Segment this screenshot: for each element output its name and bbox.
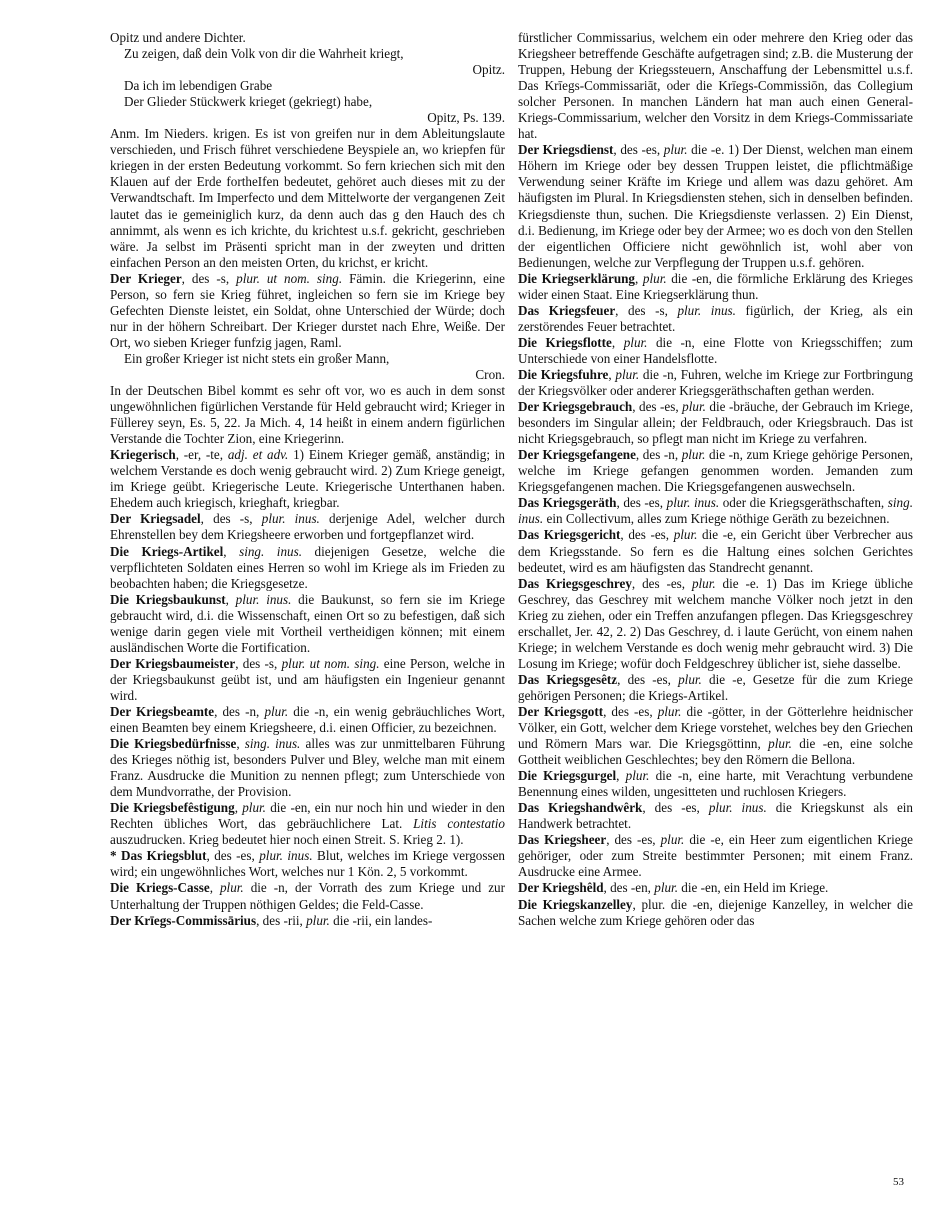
entry-grammar: , des -s, (615, 302, 678, 318)
entry-grammar: , des -s, (200, 511, 262, 527)
entry-definition: derjenige Adel, welcher durch Ehrenstellen bey dem Kriegsheere erworben und fortgepflanzet wird. (110, 511, 505, 543)
entry-grammar-italic: plur. inus. (708, 800, 767, 816)
entry-grammar: , (209, 880, 220, 896)
entry-grammar-italic: plur. (642, 270, 667, 286)
dictionary-entry (518, 447, 913, 495)
entry-grammar-italic: plur. (681, 447, 706, 463)
dictionary-entry (518, 367, 913, 399)
entry-grammar: , des -es, (206, 848, 260, 864)
entry-definition: die -en, ein nur noch hin und wieder in den Rechten übliches Wort, das gebräuchlichere Lat. (110, 800, 506, 832)
entry-grammar: , des -es, (632, 399, 683, 415)
dictionary-entry (110, 848, 505, 880)
entry-definition: eine Person, welche in der Kriegsbaukunst geübt ist, und am häufigsten ein Ingenieur genannt wird. (110, 655, 505, 703)
dictionary-entry (110, 704, 505, 736)
entry-headword: Die Kriegsbefêstigung (110, 800, 235, 816)
entry-headword: Das Kriegsfeuer (518, 302, 616, 318)
dictionary-entry (110, 800, 505, 848)
entry-grammar-italic: plur. (219, 880, 244, 896)
entry-grammar: , des -s, (181, 270, 237, 286)
entry-grammar: , des -es, (642, 800, 709, 816)
entry-grammar: , -er, -te, (175, 447, 228, 463)
entry-grammar: , des -es, (616, 495, 667, 511)
entry-grammar: , des -en, (603, 880, 655, 896)
entry-headword: Kriegerisch (110, 447, 176, 463)
entry-definition: die -e, ein Gericht über Verbrecher aus dem Kriegsstande. So fern es die Haltung eines solchen Gerichtes bedeutet, wird es am häufigsten das Standrecht genannt. (518, 527, 913, 575)
entry-headword: Das Kriegshandwêrk (518, 800, 643, 816)
dictionary-entry (518, 768, 913, 800)
dictionary-entry (110, 447, 505, 511)
entry-grammar: , des -es, (631, 575, 692, 591)
entry-definition: die Baukunst, so fern sie im Kriege gebraucht wird, d.i. die Wissenschaft, einen Ort so zu befestigen, daß sich wenige darin gegen viele mit Vortheil vertheidigen können; mit einem ausländischen Worte die Fortification. (110, 591, 505, 655)
entry-definition: die -n, der Vorrath des zum Kriege und zur Unterhaltung der Truppen nöthigen Geldes; die Feld-Casse. (110, 880, 505, 912)
dictionary-entry (110, 880, 505, 912)
entry-headword: Der Kriegsdienst (518, 142, 614, 158)
paragraph: Opitz und andere Dichter. (110, 30, 246, 45)
page-number: 53 (893, 1176, 904, 1188)
entry-definition: die -n, eine Flotte von Kriegsschiffen; zum Unterschiede von einer Handelsflotte. (518, 334, 914, 366)
entry-definition: die -e. 1) Das im Kriege übliche Geschrey, das Geschrey mit welchem manche Völker noch jetzt in den Krieg zu ziehen, oder ein Treffen anzufangen pflegen. Das Kriegsgeschrey erschallet, Jer. 42, 2. 2) Das Geschrey, d. i laute Gerücht, von einem nahen Kriege; in welchem Verstande es doch wenig mehr gebraucht wird. 3) Die Losung im Kriege; wofür doch Feldgeschrey üblicher ist, siehe dasselbe. (518, 575, 914, 671)
entry-grammar: , (616, 768, 626, 784)
entry-definition: Fämin. die Kriegerinn, eine Person, so fern sie Krieg führet, ingleichen so fern sie im Kriege bey Gefechten Dienste leistet, ein Soldat, ohne Unterschied der Würde; doch nur in der höhern Schreibart. Der Krieger durstet nach Ehre, Weiße. Der Ort, wo sieben Krieger funfzig jagen, Raml. (110, 270, 505, 350)
paragraph: Anm. Im Nieders. krigen. Es ist von greifen nur in dem Ableitungslaute verschieden, und Frisch führet verschiedene Beyspiele an, wo kriepfen für kriegen in der ersten Bedeutung vorkommt. So fern kriechen sich mit den Klauen auf der Erde fortheIfen bedeutet, gehöret auch dieses mit zu der Verwandtschaft. Im Imperfecto und dem Mittelworte der vergangenen Zeit lautet das ie gemeiniglich kurz, da denn auch das g den Hauch des ch annimmt, als wenn es ich krichte, du krichtest u.s.f. gekricht, geschrieben wäre. Ja selbst im Präsenti spricht man in der zweyten und dritten einfachen Person an den meisten Orten, du krichst, er kricht. (110, 126, 505, 270)
entry-headword: Der Kriegsgebrauch (518, 399, 633, 415)
entry-grammar-italic: plur. inus. (677, 302, 736, 318)
entry-headword: Der Kriegsadel (110, 511, 201, 527)
entry-grammar-italic: plur. (678, 671, 702, 687)
entry-definition: oder die Kriegsgeräthschaften, (719, 495, 888, 511)
entry-headword: Der Krīegs-Commissārius (110, 912, 257, 928)
dictionary-entry (518, 800, 913, 832)
verse-source: Cron. (475, 366, 505, 382)
entry-grammar: , (234, 800, 243, 816)
entry-headword: Der Kriegsbaumeister (110, 655, 236, 671)
entry-grammar-italic: plur. (654, 880, 678, 896)
entry-headword: Die Kriegserklärung (518, 270, 636, 286)
entry-grammar: , (236, 736, 245, 752)
left-column (110, 30, 505, 929)
entry-grammar-italic: sing. inus. (244, 736, 301, 752)
entry-headword: Das Kriegsgeräth (518, 495, 617, 511)
entry-headword: Die Kriegs-Artikel (110, 543, 224, 559)
entry-grammar: , des -es, (603, 703, 658, 719)
entry-grammar-italic: plur. ut nom. sing. (236, 270, 343, 286)
dictionary-entry (518, 704, 913, 768)
entry-headword: Der Kriegsbeamte (110, 703, 215, 719)
entry-grammar: , plur. die -en, diejenige Kanzelley, in welcher die Sachen welche zum Kriege gehören oder das (518, 896, 913, 928)
dictionary-entry (518, 672, 913, 704)
entry-grammar: , des -es, (606, 832, 661, 848)
entry-italic: sing. inus. (518, 495, 913, 527)
entry-grammar-italic: plur. (623, 334, 648, 350)
entry-headword: Der Kriegsgott (518, 703, 604, 719)
entry-grammar: , (608, 366, 616, 382)
dictionary-entry (518, 897, 913, 929)
entry-grammar-italic: plur. (242, 800, 266, 816)
entry-headword: Die Kriegsfuhre (518, 366, 609, 382)
entry-definition: die Kriegskunst als ein Handwerk betrachtet. (518, 800, 913, 832)
dictionary-entry (518, 495, 913, 527)
entry-grammar-italic: plur. (663, 142, 688, 158)
entry-grammar: , des -es, (620, 527, 674, 543)
entry-grammar: , des -es, (617, 671, 679, 687)
entry-grammar-italic: sing. inus. (239, 543, 302, 559)
dictionary-entry (518, 303, 913, 335)
verse-line: Da ich im lebendigen Grabe (124, 78, 273, 94)
dictionary-entry (110, 913, 505, 929)
entry-headword: Die Kriegsbaukunst (110, 591, 226, 607)
entry-grammar-italic: plur. (682, 399, 706, 415)
entry-headword: Die Kriegsbedürfnisse (110, 736, 237, 752)
entry-grammar: , des -es, (613, 142, 664, 158)
entry-headword: Das Kriegsgeschrey (518, 575, 632, 591)
entry-definition: die -en, die förmliche Erklärung des Krieges wider einen Staat. Eine Kriegserklärung thun. (518, 270, 913, 302)
paragraph: In der Deutschen Bibel kommt es sehr oft vor, wo es auch in dem sonst ungewöhnlichen figürlichen Verstande für Held gebraucht wird; Krieger in Füllerey seyn, Es. 5, 22. Ja Mich. 4, 14 heißt in einem andern figürlichen Verstande die Tochter Zion, eine Kriegerinn. (110, 383, 505, 447)
entry-grammar: , des -rii, (256, 912, 307, 928)
verse-line: Ein großer Krieger ist nicht stets ein großer Mann, (124, 350, 390, 366)
entry-definition: die -n, ein wenig gebräuchliches Wort, einen Beamten bey einem Kriegsheere, d.i. einen Officier, zu bezeichnen. (110, 703, 506, 736)
dictionary-entry (110, 592, 505, 656)
entry-headword: Die Kriegskanzelley (518, 896, 633, 912)
entry-grammar-italic: plur. (264, 703, 289, 719)
entry-definition: alles was zur unmittelbaren Führung des Krieges nöthig ist, besonders Pulver und Bley, welche man mit einem Franz. Ausdrucke die Munition zu nennen pflegt; zum Unterschiede von dem Mundvorrathe, der Provision. (110, 736, 505, 800)
dictionary-entry (518, 880, 913, 896)
dictionary-entry (518, 576, 913, 672)
entry-grammar-italic: plur. (625, 768, 650, 784)
dictionary-entry (518, 271, 913, 303)
entry-headword: Die Kriegs-Casse (110, 880, 210, 896)
entry-grammar-italic: plur. (615, 366, 640, 382)
entry-grammar-italic: plur. inus. (259, 848, 313, 864)
entry-headword: Das Kriegsgericht (518, 527, 621, 543)
entry-definition: die -n, eine harte, mit Verachtung verbundene Benennung eines wilden, ungesitteten und ruchlosen Kriegers. (518, 768, 913, 800)
entry-grammar-italic: plur. (673, 527, 698, 543)
entry-definition: die -en, eine solche Gottheit weiblichen Geschlechtes; bey den Römern die Bellona. (518, 736, 914, 768)
entry-headword: Der Kriegshêld (518, 880, 604, 896)
entry-definition: die -e. 1) Der Dienst, welchen man einem Höhern im Kriege oder bey dessen Truppen leistet, die pflichtmäßige Verwendung seiner Kräfte im Kriege und allem was dazu gehöret. Am häufigsten im Plural. In Kriegsdiensten stehen, sich in denselben befinden. Kriegsdienste thun, suchen. Die Kriegsdienste verlassen. 2) Ein Dienst, d.i. Bedienung, im Kriege oder bey der Armee; wo es doch von den Stellen der eigentlichen Officiere nicht gewöhnlich ist, wohl aber von Bedienungen, welche zur Verpflegung der Truppen u.s.f. gehören. (518, 142, 914, 270)
entry-grammar-italic: plur. (306, 912, 330, 928)
entry-italic: plur. (768, 736, 792, 752)
entry-grammar: , (223, 543, 240, 559)
entry-headword: Der Kriegsgefangene (518, 447, 636, 463)
entry-definition: ein Collectivum, alles zum Kriege nöthige Geräth zu bezeichnen. (543, 511, 890, 527)
dictionary-entry (110, 544, 505, 592)
entry-grammar: , (225, 591, 236, 607)
entry-headword: Der Krieger (110, 270, 182, 286)
entry-definition: die -e, ein Heer zum eigentlichen Kriege gehöriger, oder zum Streite bestimmter Personen; mit einem Franz. Ausdrucke eine Armee. (518, 832, 913, 880)
dictionary-entry (110, 271, 505, 351)
verse-source: Opitz. (472, 62, 505, 78)
entry-grammar: , (635, 270, 643, 286)
dictionary-entry (110, 736, 505, 800)
entry-grammar-italic: plur. inus. (666, 495, 720, 511)
dictionary-entry (518, 335, 913, 367)
entry-definition: die -en, ein Held im Kriege. (678, 880, 829, 896)
entry-grammar-italic: plur. inus. (261, 511, 320, 527)
entry-headword: Die Kriegsflotte (518, 334, 612, 350)
entry-headword: * Das Kriegsblut (110, 848, 207, 864)
entry-definition: die -rii, ein landes- (329, 912, 433, 928)
dictionary-entry (110, 656, 505, 704)
entry-definition: die -götter, in der Götterlehre heidnischer Völker, ein Gott, welcher dem Kriege vorstehet, welches bey den Griechen und Römern Mars war. Die Kriegsgöttinn, (518, 703, 914, 752)
entry-grammar-italic: adj. et adv. (227, 447, 289, 463)
entry-grammar: , des -s, (235, 655, 282, 671)
entry-italic: Litis contestatio (413, 816, 506, 832)
dictionary-entry (518, 527, 913, 575)
entry-definition: 1) Einem Krieger gemäß, anständig; in welchem Verstande es doch wenig gebraucht wird. 2) Zum Kriege geneigt, im Kriege geübt. Kriegerische Leute. Kriegerische Unterthanen haben. Ehedem auch kriegisch, krieghaft, kriegbar. (110, 447, 505, 511)
entry-definition: die -n, zum Kriege gehörige Personen, welche im Kriege gefangen genommen worden. Jemanden zum Kriegsgefangenen machen. Die Kriegsgefangenen auswechseln. (518, 447, 914, 495)
entry-grammar-italic: plur. (691, 575, 716, 591)
entry-headword: Die Kriegsgurgel (518, 768, 617, 784)
entry-definition: Blut, welches im Kriege vergossen wird; ein ungewöhnliches Wort, welches nur 1 Kön. 2, 5 vorkommt. (110, 848, 505, 880)
verse-source: Opitz, Ps. 139. (427, 110, 505, 126)
entry-grammar: , (611, 334, 624, 350)
entry-grammar-italic: plur. (660, 832, 685, 848)
entry-grammar-italic: plur. ut nom. sing. (281, 655, 380, 671)
entry-grammar-italic: plur. inus. (235, 591, 292, 607)
entry-grammar-italic: plur. (657, 703, 682, 719)
entry-definition: diejenigen Gesetze, welche die verpflichteten Soldaten eines Herren so wohl im Kriege als im Frieden zu beobachten haben; die Kriegsgesetze. (110, 543, 505, 591)
entry-grammar: , des -n, (635, 447, 682, 463)
verse-line: Zu zeigen, daß dein Volk von dir die Wahrheit kriegt, (124, 46, 404, 62)
entry-definition: die -bräuche, der Gebrauch im Kriege, besonders im Singular allein; der Feldbrauch, oder Kriegsbrauch. Das ist nicht Kriegsgebrauch, so pflegt man nicht im Kriege zu verfahren. (518, 399, 913, 447)
entry-definition: figürlich, der Krieg, als ein zerstörendes Feuer betrachtet. (518, 302, 913, 334)
dictionary-entry (518, 142, 913, 270)
dictionary-entry (110, 511, 505, 543)
entry-headword: Das Kriegsgesêtz (518, 671, 618, 687)
entry-grammar: , des -n, (214, 703, 265, 719)
dictionary-entry (518, 399, 913, 447)
entry-definition: die -e, Gesetze für die zum Kriege gehörigen Personen; die Kriegs-Artikel. (518, 671, 913, 703)
entry-definition: die -n, Fuhren, welche im Kriege zur Fortbringung der Kriegsvölker oder anderer Kriegsgeräthschaften gethan werden. (518, 366, 913, 399)
entry-definition: auszudrucken. Krieg bedeutet hier noch einen Streit. S. Krieg 2. 1). (110, 832, 464, 848)
entry-headword: Das Kriegsheer (518, 832, 607, 848)
paragraph: fürstlicher Commissarius, welchem ein oder mehrere den Krieg oder das Kriegsheer betreffende Geschäfte aufgetragen sind; z.B. die Musterung der Truppen, Hebung der Kriegssteuern, Anschaffung der Lebensmittel u.s.f. Das Krīegs-Commissariāt, oder die Krīegs-Commissiōn, das Collegium solcher Personen. In manchen Ländern hat man auch einen General-Kriegs-Commissarium, welcher den Vorsitz in dem Kriegs-Commissariate hat. (518, 30, 913, 142)
right-column (518, 30, 913, 929)
verse-line: Der Glieder Stückwerk krieget (gekriegt) habe, (124, 94, 373, 110)
dictionary-entry (518, 832, 913, 880)
